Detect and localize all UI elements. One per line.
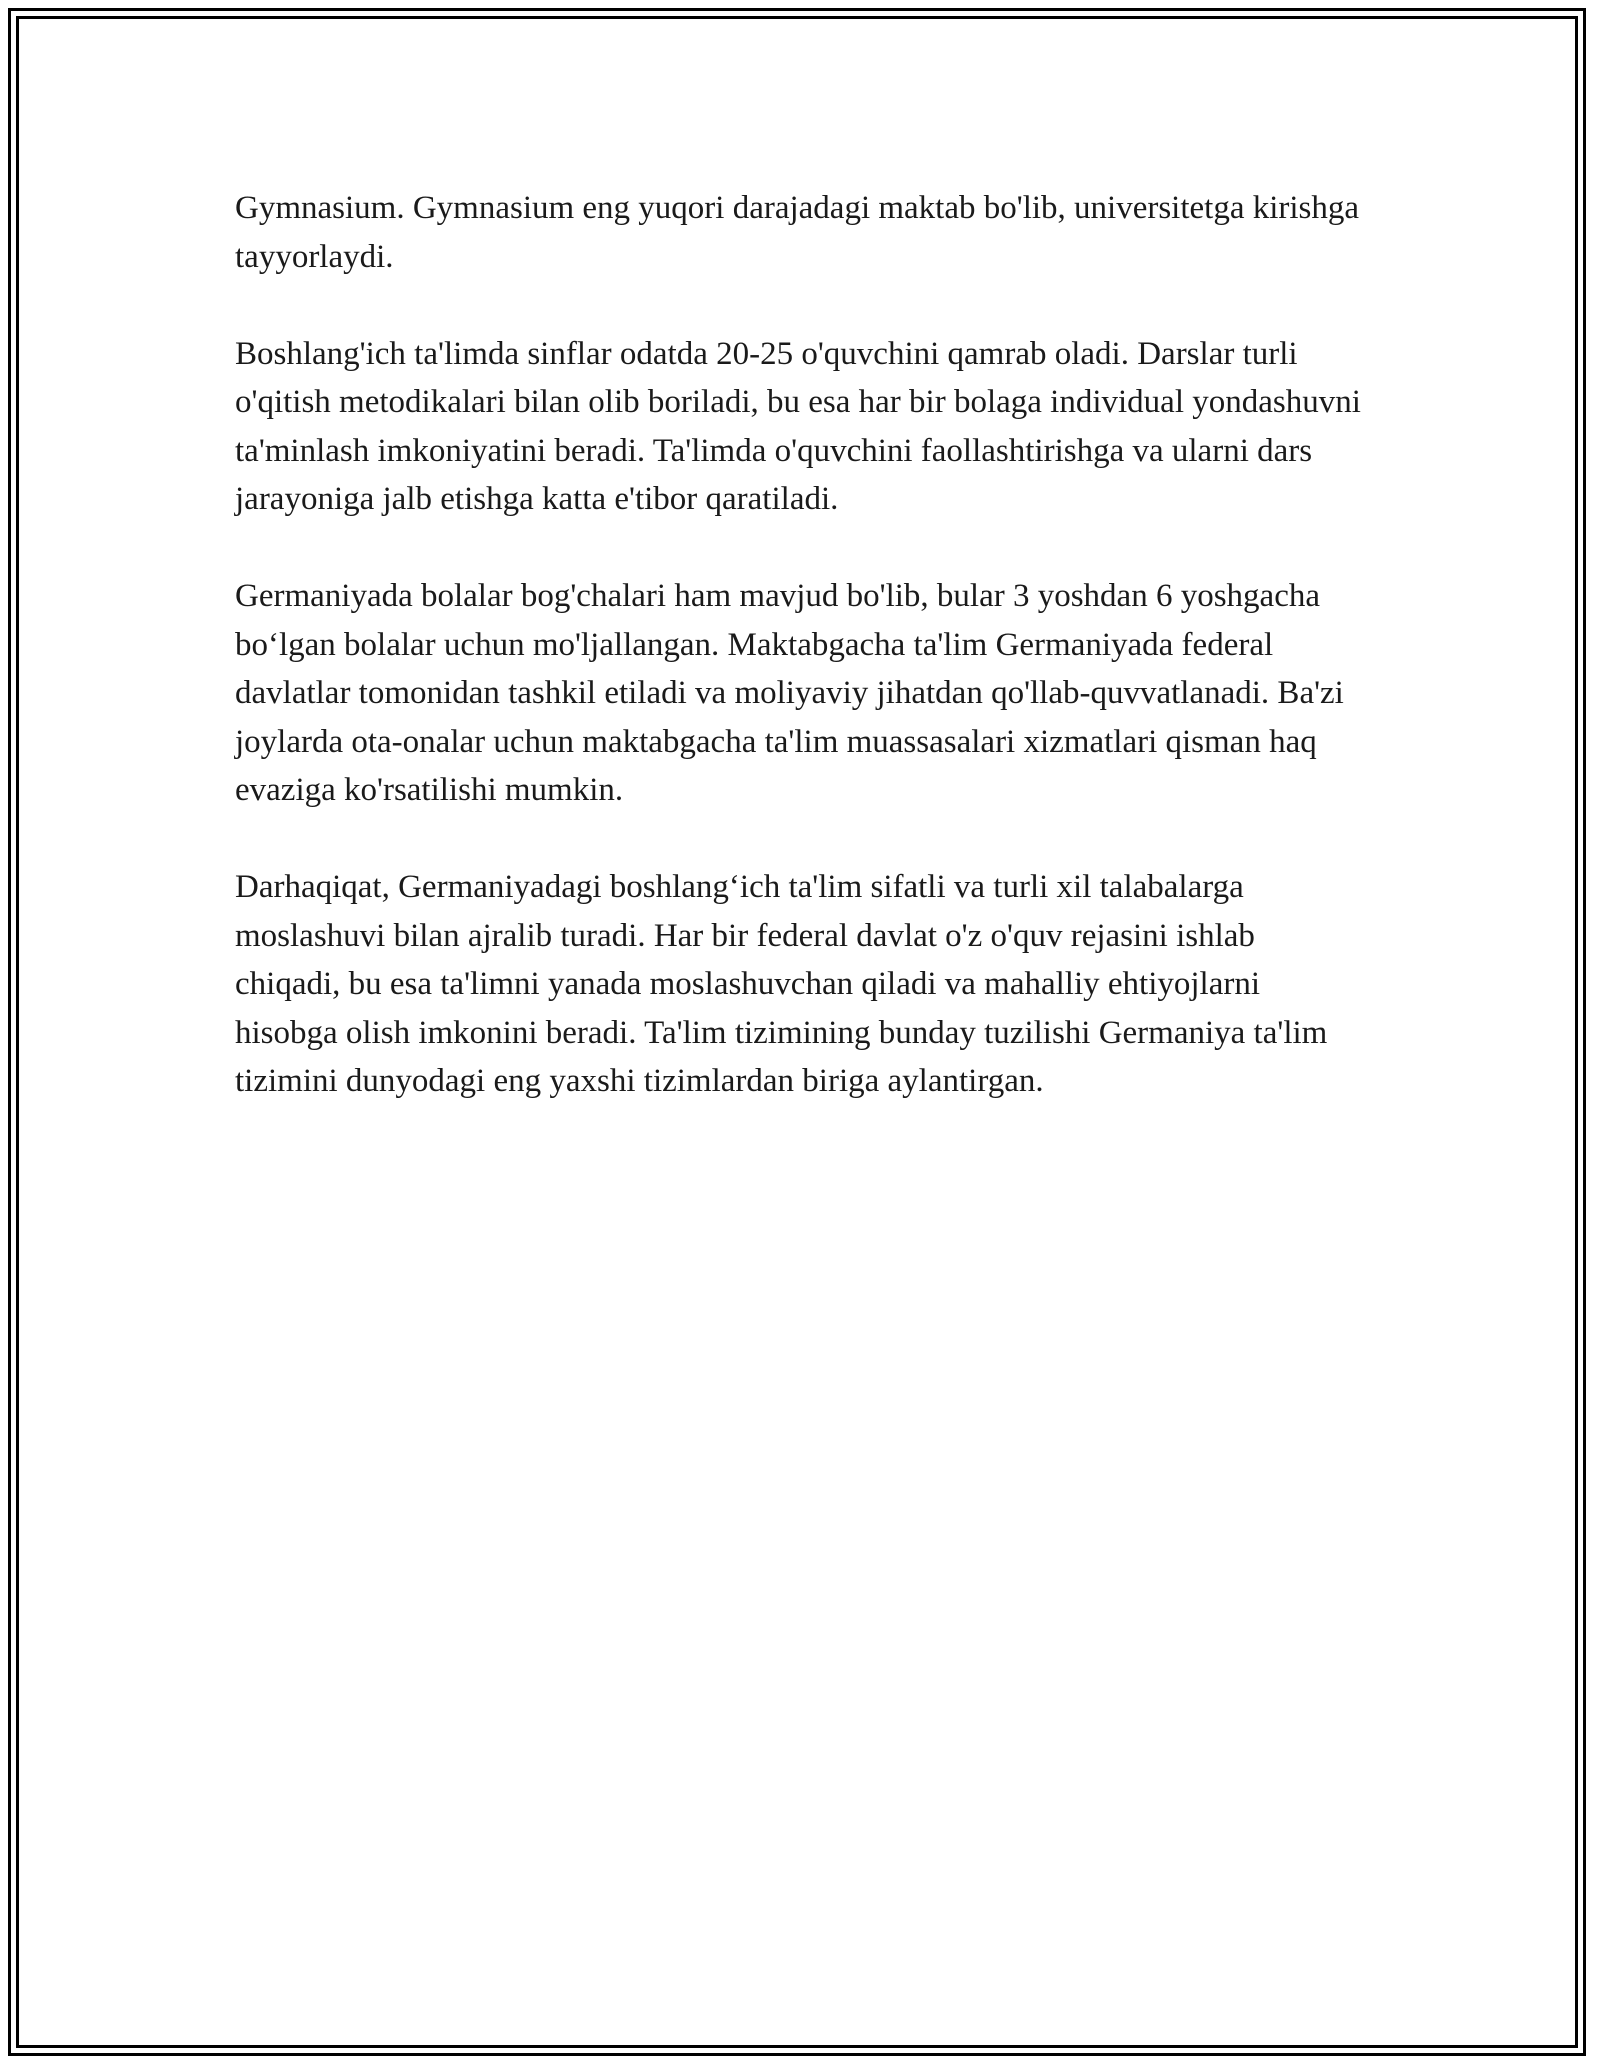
paragraph-primary-education: Boshlang'ich ta'limda sinflar odatda 20-25 o'quvchini qamrab oladi. Darslar turli o'qitish metodikalari bilan olib boriladi, bu esa har bir bolaga individual yondashuvni ta'minlash imkoniyatini beradi. Ta'limda o'quvchini faollashtirishga va ularni dars jarayoniga jalb etishga katta e'tibor qaratiladi.: [235, 335, 1361, 517]
paragraph-kindergartens: Germaniyada bolalar bog'chalari ham mavjud bo'lib, bular 3 yoshdan 6 yoshgacha bo‘lgan bolalar uchun mo'ljallangan. Maktabgacha ta'lim Germaniyada federal davlatlar tomonidan tashkil etiladi va moliyaviy jihatdan qo'llab-quvvatlanadi. Ba'zi joylarda ota-onalar uchun maktabgacha ta'lim muassasalari xizmatlari qisman haq evaziga ko'rsatilishi mumkin.: [235, 578, 1344, 808]
paragraph-conclusion: Darhaqiqat, Germaniyadagi boshlang‘ich ta'lim sifatli va turli xil talabalarga moslashuvi bilan ajralib turadi. Har bir federal davlat o'z o'quv rejasini ishlab chiqadi, bu esa ta'limni yanada moslashuvchan qiladi va mahalliy ehtiyojlarni hisobga olish imkonini beradi. Ta'lim tizimining bunday tuzilishi Germaniya ta'lim tizimini dunyodagi eng yaxshi tizimlardan biriga aylantirgan.: [235, 869, 1328, 1099]
document-body: [235, 184, 1365, 1154]
paragraph-gymnasium: Gymnasium. Gymnasium eng yuqori darajadagi maktab bo'lib, universitetga kirishga tayyorlaydi.: [235, 190, 1360, 275]
